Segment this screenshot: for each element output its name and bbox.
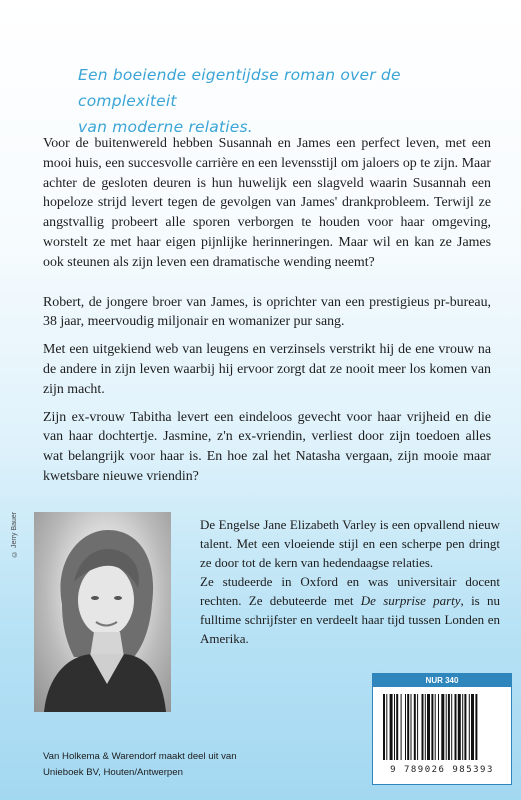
barcode-bar bbox=[411, 694, 412, 760]
barcode-bar bbox=[446, 694, 447, 760]
barcode-bar bbox=[390, 694, 393, 760]
bio-paragraph-1: De Engelse Jane Elizabeth Varley is een opvallend nieuw talent. Met een vloeiende stijl en een scherpe pen dringt ze door tot de kern van hedendaagse relaties. bbox=[200, 517, 500, 570]
synopsis-paragraph-2: Robert, de jongere broer van James, is oprichter van een prestigieus pr-bureau, 38 jaar, meervoudig miljonair en womanizer pur sang. bbox=[43, 294, 491, 330]
debut-title: De surprise party bbox=[360, 593, 461, 608]
synopsis-paragraph-1: Voor de buitenwereld hebben Susannah en James een perfect leven, met een mooi huis, een succesvolle carrière en een levensstijl om jaloers op te zijn. Maar achter de gesloten deuren is hun huwelijk een slagveld waarin Susannah een hopeloze strijd levert tegen de gevolgen van James' drankprobleem. Terwijl ze angstvallig probeert alle sporen verborgen te houden voor haar omgeving, worstelt ze met haar eigen pijnlijke herinneringen. Maar wil en kan ze James ook steunen als zijn leven een dramatische wending neemt? bbox=[43, 136, 491, 270]
nur-label: NUR 340 bbox=[373, 674, 511, 687]
barcode-bar bbox=[414, 694, 416, 760]
publisher-note bbox=[43, 749, 363, 781]
author-photo bbox=[34, 512, 171, 712]
barcode-bar bbox=[462, 694, 463, 760]
tagline bbox=[78, 62, 498, 140]
barcode-bar bbox=[475, 694, 477, 760]
bio-paragraph-2-end: , is nu fulltime schrijfster en verdeelt haar tijd tussen Londen en Amerika. bbox=[200, 593, 500, 646]
barcode-bar bbox=[407, 694, 409, 760]
isbn-number: 9 789026 985393 bbox=[390, 765, 494, 775]
bio-paragraph-2 bbox=[200, 572, 500, 648]
barcode-bar bbox=[458, 694, 461, 760]
barcode-box bbox=[372, 673, 512, 785]
barcode-bar bbox=[401, 694, 402, 760]
synopsis bbox=[43, 134, 491, 487]
barcode-bar bbox=[422, 694, 424, 760]
barcode-bar bbox=[471, 694, 474, 760]
synopsis-paragraph-3: Met een uitgekiend web van leugens en verzinsels verstrikt hij de ene vrouw na de andere in zijn leven waarbij hij ervoor zorgt dat ze nooit meer los komen van zijn macht. bbox=[43, 342, 491, 397]
barcode-bar bbox=[455, 694, 457, 760]
barcode-bar bbox=[394, 694, 395, 760]
photo-credit: © Jerry Bauer bbox=[11, 512, 18, 558]
barcode-bar bbox=[425, 694, 426, 760]
barcode-bar bbox=[427, 694, 430, 760]
barcode-bar bbox=[431, 694, 433, 760]
author-portrait-graphic bbox=[34, 512, 171, 712]
barcode-bar bbox=[441, 694, 444, 760]
tagline-line-1: Een boeiende eigentijdse roman over de complexiteit bbox=[78, 66, 401, 110]
tagline-line-2: van moderne relaties. bbox=[78, 118, 253, 136]
barcode-bar bbox=[448, 694, 450, 760]
author-bio bbox=[200, 515, 500, 648]
barcode-bar bbox=[417, 694, 418, 760]
barcode-bar bbox=[405, 694, 406, 760]
barcode-bar bbox=[435, 694, 436, 760]
barcode-bar bbox=[383, 694, 385, 760]
barcode-bar bbox=[451, 694, 452, 760]
barcode-bar bbox=[386, 694, 387, 760]
barcode-graphic bbox=[381, 694, 503, 762]
synopsis-paragraph-4: Zijn ex-vrouw Tabitha levert een eindeloos gevecht voor haar vrijheid en die van haar dochtertje. Jasmine, z'n ex-vriendin, verliest door zijn toedoen alles wat belangrijk voor haar is. En hoe zal het Natasha vergaan, zijn mooie maar kwetsbare nieuwe vriendin? bbox=[43, 409, 491, 484]
publisher-line-1: Van Holkema & Warendorf maakt deel uit van bbox=[43, 751, 237, 762]
barcode-bar bbox=[469, 694, 470, 760]
bio-paragraph-2-start: Ze studeerde in Oxford en was universitair docent rechten. Ze debuteerde met bbox=[200, 574, 500, 608]
barcode-bar bbox=[464, 694, 466, 760]
barcode-bar bbox=[396, 694, 398, 760]
publisher-line-2: Unieboek BV, Houten/Antwerpen bbox=[43, 767, 183, 778]
barcode-bar bbox=[438, 694, 439, 760]
